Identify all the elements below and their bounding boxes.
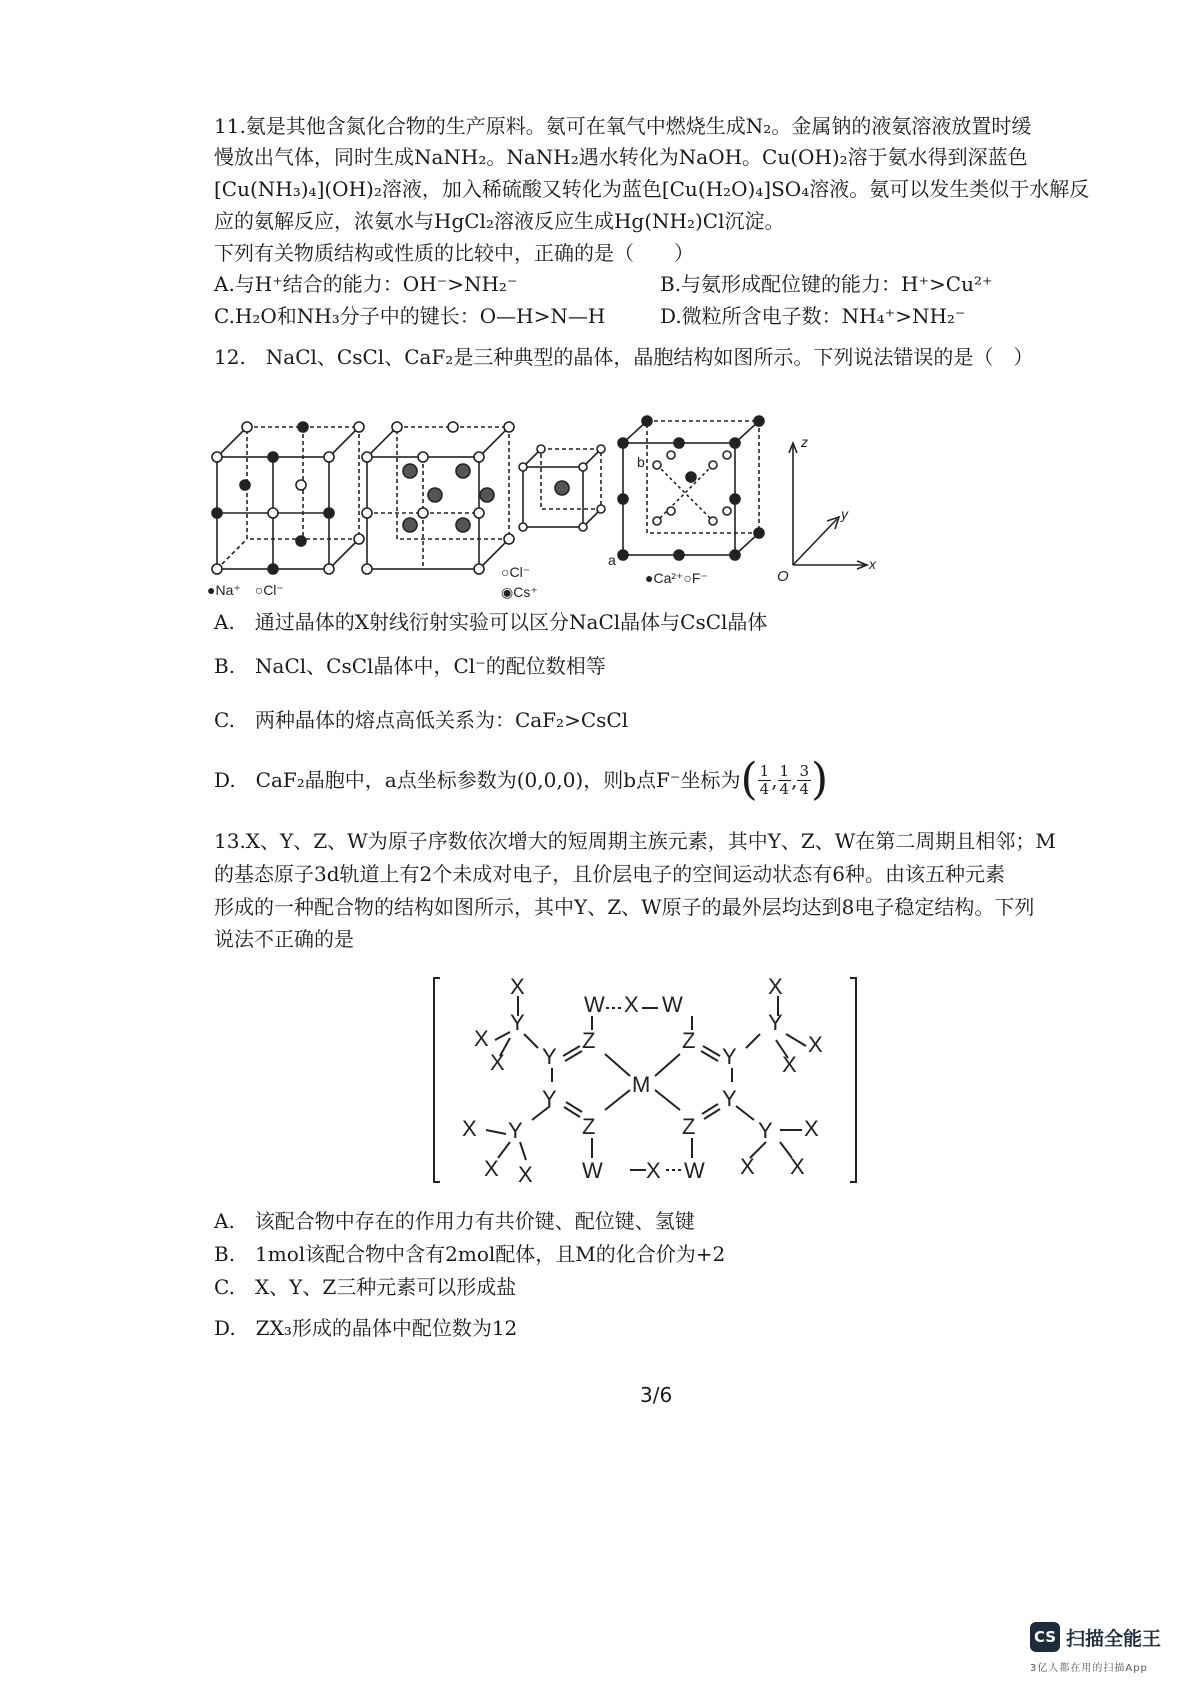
caf2-point-b: b (637, 454, 645, 470)
nacl-cell (212, 422, 364, 574)
q13-line-4: 说法不正确的是 (214, 927, 354, 951)
q11-option-d: D.微粒所含电子数：NH₄⁺>NH₂⁻ (660, 304, 966, 328)
q12-option-d-text: D. CaF₂晶胞中，a点坐标参数为(0,0,0)，则b点F⁻坐标为 (214, 768, 741, 792)
q12-option-c: C. 两种晶体的熔点高低关系为：CaF₂>CsCl (214, 708, 629, 732)
q12-option-a: A. 通过晶体的X射线衍射实验可以区分NaCl晶体与CsCl晶体 (214, 610, 768, 634)
atom-w: W (584, 992, 605, 1017)
caf2-point-a: a (608, 552, 616, 568)
axis-x-label: x (869, 556, 876, 572)
q12-option-b: B. NaCl、CsCl晶体中，Cl⁻的配位数相等 (214, 654, 606, 678)
cscl-unit-cell (519, 445, 605, 531)
atom-y: Y (510, 1010, 525, 1035)
q11-option-c: C.H₂O和NH₃分子中的键长：O—H>N—H (214, 304, 606, 328)
q11-option-b: B.与氨形成配位键的能力：H⁺>Cu²⁺ (660, 272, 993, 296)
atom-x: X (740, 1154, 755, 1179)
right-paren: ) (811, 754, 829, 805)
q11-question: 下列有关物质结构或性质的比较中，正确的是（ ） (214, 241, 694, 265)
q11-option-a: A.与H⁺结合的能力：OH⁻>NH₂⁻ (214, 272, 518, 296)
atom-y: Y (768, 1010, 783, 1035)
left-paren: ( (740, 754, 758, 805)
atom-y: Y (722, 1044, 737, 1069)
q11-line-1: 11.氨是其他含氮化合物的生产原料。氨可在氧气中燃烧生成N₂。金属钠的液氨溶液放置时缓 (214, 114, 1032, 138)
q13-option-a: A. 该配合物中存在的作用力有共价键、配位键、氢键 (214, 1209, 695, 1233)
caf2-cell (618, 416, 764, 560)
q12-option-d: D. CaF₂晶胞中，a点坐标参数为(0,0,0)，则b点F⁻坐标为 ( $\frac{1}{4}$ , $\frac{1}{4}$ , $\frac{3}{4}$ ) (214, 754, 829, 805)
crystal-cells-figure (205, 415, 955, 600)
atom-y: Y (508, 1118, 523, 1143)
q12-stem: 12. NaCl、CsCl、CaF₂是三种典型的晶体，晶胞结构如图所示。下列说法错误的是（ ） (214, 345, 1034, 369)
cs-logo-icon: CS (1030, 1622, 1060, 1652)
q13-line-3: 形成的一种配合物的结构如图所示，其中Y、Z、W原子的最外层均达到8电子稳定结构。下列 (214, 895, 1035, 919)
atom-x: X (782, 1052, 797, 1077)
atom-y: Y (542, 1086, 557, 1111)
q13-option-b: B. 1mol该配合物中含有2mol配体，且M的化合价为+2 (214, 1242, 726, 1266)
atom-x: X (490, 1050, 505, 1075)
axis-z-label: z (801, 434, 808, 450)
cscl-legend-cs: ◉Cs⁺ (501, 584, 538, 600)
atom-w: W (662, 992, 683, 1017)
fraction-1: $\frac{1}{4}$ (759, 761, 770, 798)
fraction-3: $\frac{3}{4}$ (799, 761, 809, 798)
q11-line-2: 慢放出气体，同时生成NaNH₂。NaNH₂遇水转化为NaOH。Cu(OH)₂溶于氨水得到深蓝色 (214, 145, 1028, 169)
atom-x: X (804, 1116, 819, 1141)
q13-line-1: 13.X、Y、Z、W为原子序数依次增大的短周期主族元素，其中Y、Z、W在第二周期且相邻；M (214, 829, 1056, 853)
axis-y-label: y (841, 506, 848, 522)
axis-origin-label: O (777, 568, 789, 585)
coordinate-axes (789, 443, 867, 569)
atom-w: W (684, 1158, 705, 1183)
atom-z: Z (682, 1114, 696, 1139)
q11-line-3: [Cu(NH₃)₄](OH)₂溶液，加入稀硫酸又转化为蓝色[Cu(H₂O)₄]SO₄溶液。氨可以发生类似于水解反 (214, 177, 1090, 201)
atom-x: X (808, 1032, 823, 1057)
watermark-subtitle: 3亿人都在用的扫描App (1030, 1663, 1148, 1674)
cscl-legend-cl: ○Cl⁻ (501, 564, 531, 580)
atom-y: Y (722, 1086, 737, 1111)
atom-x: X (646, 1158, 661, 1183)
atom-z: Z (582, 1028, 596, 1053)
q13-option-d: D. ZX₃形成的晶体中配位数为12 (214, 1316, 518, 1340)
q11-line-4: 应的氨解反应，浓氨水与HgCl₂溶液反应生成Hg(NH₂)Cl沉淀。 (214, 209, 785, 233)
q13-option-c: C. X、Y、Z三种元素可以形成盐 (214, 1275, 517, 1299)
atom-w: W (582, 1158, 603, 1183)
atom-x: X (790, 1154, 805, 1179)
atom-m: M (632, 1072, 651, 1097)
scanner-watermark (1030, 1622, 1161, 1652)
atom-y: Y (758, 1118, 773, 1143)
watermark-title: 扫描全能王 (1066, 1627, 1162, 1650)
atom-z: Z (682, 1028, 696, 1053)
atom-y: Y (542, 1044, 557, 1069)
atom-z: Z (582, 1114, 596, 1139)
q13-line-2: 的基态原子3d轨道上有2个未成对电子，且价层电子的空间运动状态有6种。由该五种元素 (214, 862, 1005, 886)
atom-x: X (510, 974, 525, 999)
atom-x: X (462, 1116, 477, 1141)
atom-x: X (484, 1156, 499, 1181)
atom-x: X (624, 992, 639, 1017)
atom-x: X (518, 1162, 533, 1187)
atom-x: X (768, 974, 783, 999)
atom-x: X (474, 1026, 489, 1051)
cscl-supercell (362, 422, 514, 574)
complex-structure-figure (430, 970, 870, 1190)
caf2-legend: ●Ca²⁺○F⁻ (645, 570, 708, 586)
nacl-legend: ●Na⁺ ○Cl⁻ (207, 582, 284, 598)
page-number: 3/6 (640, 1383, 673, 1407)
structure-atoms (462, 974, 823, 1187)
fraction-2: $\frac{1}{4}$ (779, 761, 790, 798)
